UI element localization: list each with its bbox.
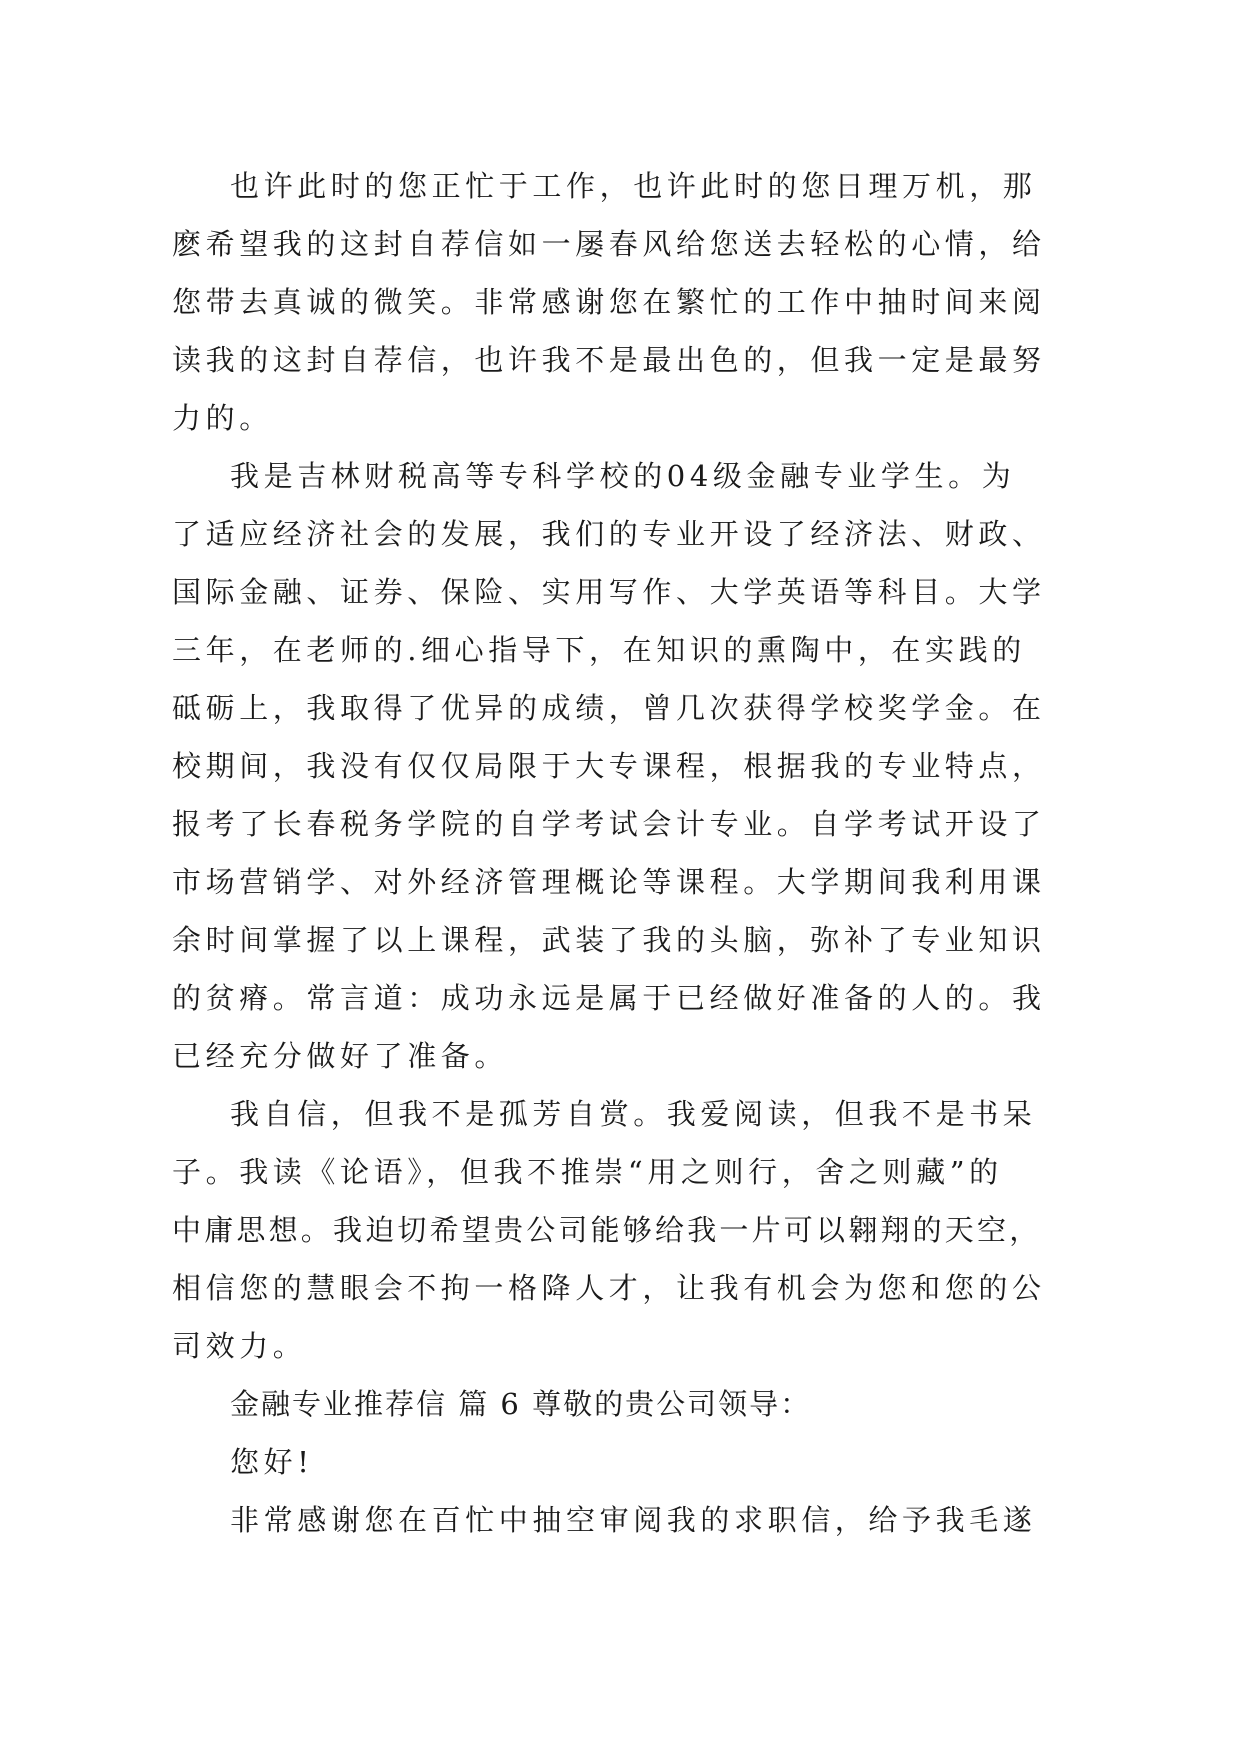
text-line: 相信您的慧眼会不拘一格降人才，让我有机会为您和您的公 [172, 1271, 1046, 1305]
text-line: 余时间掌握了以上课程，武装了我的头脑，弥补了专业知识 [172, 923, 1046, 957]
text-line: 金融专业推荐信 篇 6 尊敬的贵公司领导： [230, 1387, 812, 1421]
text-line: 了适应经济社会的发展，我们的专业开设了经济法、财政、 [172, 517, 1046, 551]
text-line: 我是吉林财税高等专科学校的04级金融专业学生。为 [230, 459, 1016, 493]
text-line: 非常感谢您在百忙中抽空审阅我的求职信，给予我毛遂 [230, 1503, 1037, 1537]
text-line: 读我的这封自荐信，也许我不是最出色的，但我一定是最努 [172, 343, 1046, 377]
text-line: 校期间，我没有仅仅局限于大专课程，根据我的专业特点， [172, 749, 1046, 783]
text-line: 子。我读《论语》，但我不推崇“用之则行，舍之则藏”的 [172, 1155, 1003, 1189]
text-line: 也许此时的您正忙于工作，也许此时的您日理万机，那 [230, 169, 1037, 203]
text-line: 已经充分做好了准备。 [172, 1039, 509, 1073]
text-line: 力的。 [172, 401, 273, 435]
text-line: 砥砺上，我取得了优异的成绩，曾几次获得学校奖学金。在 [172, 691, 1046, 725]
text-line: 我自信，但我不是孤芳自赏。我爱阅读，但我不是书呆 [230, 1097, 1037, 1131]
text-line: 司效力。 [172, 1329, 307, 1363]
text-line: 您带去真诚的微笑。非常感谢您在繁忙的工作中抽时间来阅 [172, 285, 1046, 319]
text-line: 报考了长春税务学院的自学考试会计专业。自学考试开设了 [172, 807, 1046, 841]
text-line: 您好! [230, 1445, 314, 1479]
text-line: 的贫瘠。常言道：成功永远是属于已经做好准备的人的。我 [172, 981, 1046, 1015]
text-line: 中庸思想。我迫切希望贵公司能够给我一片可以翱翔的天空， [172, 1213, 1042, 1247]
text-line: 市场营销学、对外经济管理概论等课程。大学期间我利用课 [172, 865, 1046, 899]
text-line: 麽希望我的这封自荐信如一屡春风给您送去轻松的心情，给 [172, 227, 1046, 261]
text-line: 三年，在老师的.细心指导下，在知识的熏陶中，在实践的 [172, 633, 1026, 667]
text-line: 国际金融、证券、保险、实用写作、大学英语等科目。大学 [172, 575, 1046, 609]
